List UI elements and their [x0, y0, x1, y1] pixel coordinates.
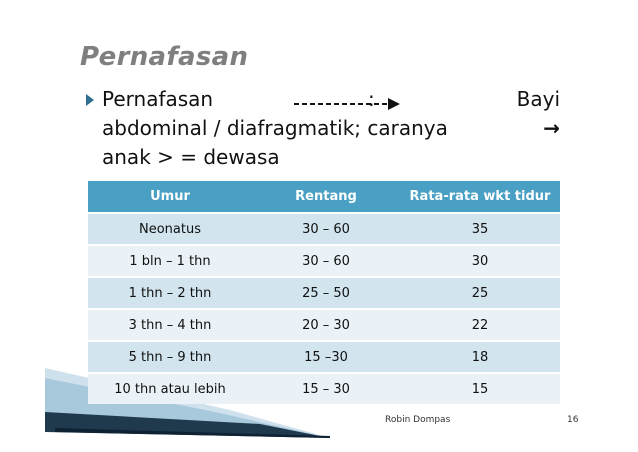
cell-rata-rata: 15 [400, 373, 560, 404]
cell-rentang: 15 –30 [252, 341, 400, 373]
table-row [88, 309, 560, 341]
table-row [88, 213, 560, 245]
dashed-arrow-icon [294, 97, 400, 111]
cell-rata-rata: 25 [400, 277, 560, 309]
bullet-line-2 [102, 114, 560, 143]
bullet-line-3: anak > = dewasa [102, 145, 280, 169]
table-row [88, 373, 560, 404]
table-header-row [88, 181, 560, 213]
line1-end-text: Bayi [516, 87, 560, 111]
line1-colon: : [368, 87, 375, 111]
table-row [88, 341, 560, 373]
table-row [88, 277, 560, 309]
cell-rata-rata: 35 [400, 213, 560, 245]
bullet-line-1 [102, 85, 560, 114]
cell-rata-rata: 30 [400, 245, 560, 277]
bullet-triangle-icon [85, 93, 95, 107]
cell-umur: 10 thn atau lebih [88, 373, 252, 404]
cell-rata-rata: 22 [400, 309, 560, 341]
right-arrow-icon: → [543, 116, 560, 140]
line2-text: abdominal / diafragmatik; caranya [102, 116, 448, 140]
bullet-paragraph [102, 85, 560, 172]
cell-rentang: 30 – 60 [252, 213, 400, 245]
header-rentang: Rentang [252, 181, 400, 213]
header-umur: Umur [88, 181, 252, 213]
cell-umur: Neonatus [88, 213, 252, 245]
line1-start-text: Pernafasan [102, 87, 214, 111]
cell-rentang: 20 – 30 [252, 309, 400, 341]
header-rata-rata: Rata-rata wkt tidur [400, 181, 560, 213]
cell-rentang: 15 – 30 [252, 373, 400, 404]
footer-page-number: 16 [567, 415, 579, 425]
cell-rentang: 25 – 50 [252, 277, 400, 309]
cell-rata-rata: 18 [400, 341, 560, 373]
cell-umur: 5 thn – 9 thn [88, 341, 252, 373]
breathing-rate-table [88, 181, 560, 404]
table-row [88, 245, 560, 277]
cell-umur: 1 thn – 2 thn [88, 277, 252, 309]
cell-rentang: 30 – 60 [252, 245, 400, 277]
cell-umur: 1 bln – 1 thn [88, 245, 252, 277]
slide-title: Pernafasan [80, 42, 249, 72]
cell-umur: 3 thn – 4 thn [88, 309, 252, 341]
footer-author: Robin Dompas [385, 415, 451, 425]
